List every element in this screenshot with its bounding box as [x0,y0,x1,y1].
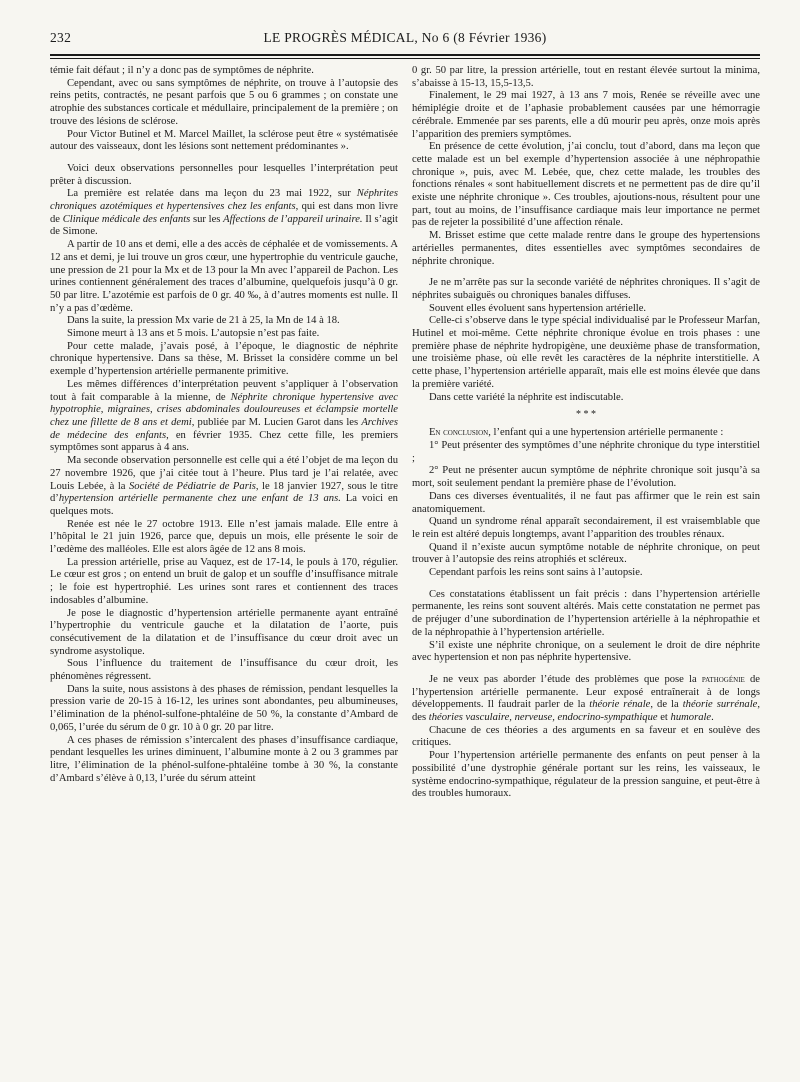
paragraph: S’il existe une néphrite chronique, on a seulement le droit de dire néphrite avec hypertension et non pas néphrite hypertensive. [412,639,760,664]
paragraph: Chacune de ces théories a des arguments en sa faveur et en soulève des critiques. [412,724,760,749]
paragraph: Dans la suite, nous assistons à des phases de rémission, pendant lesquelles la pression varie de 20-15 à 16-12, les urines sont abondantes, peu albumineuses, l’élimination de la phénol-sulfone-phtaléine de 50 %, la constante d’Ambard de 0,065, l’urée du sérum de 0 gr. 10 à 0 gr. 20 par litre. [50,683,398,733]
paragraph: La pression artérielle, prise au Vaquez, est de 17-14, le pouls à 170, régulier. Le cœur est gros ; on entend un bruit de galop et un souffle d’insuffisance mitrale ; le foie est hypertrophié. Les urines sont rares et contiennent des traces indosables d’albumine. [50,556,398,606]
section-separator-stars: * * * [576,409,596,421]
paragraph: M. Brisset estime que cette malade rentre dans le groupe des hypertensions artérielles permanentes, dites essentielles avec symptômes secondaires de néphrite chronique. [412,230,760,267]
paragraph: témie fait défaut ; il n’y a donc pas de symptômes de néphrite. [50,65,314,76]
paragraph: Ma seconde observation personnelle est celle qui a été l’objet de ma leçon du 27 novembre 1926, que j’ai citée tout à l’heure. Plus tard je l’ai relatée, avec Louis Lebée, à la Société de Pédiatrie de Paris, le 18 janvier 1927, sous le titre d’hypertension artérielle permanente chez une enfant de 13 ans. La voici en quelques mots. [50,455,398,517]
paragraph: Je ne veux pas aborder l’étude des problèmes que pose la pathogénie de l’hypertension artérielle permanente. Leur exposé entraînerait à de longs développements. Il faudrait parler de la théorie rénale, de la théorie surrénale, des théories vasculaire, nerveuse, endocrino-sympathique et humorale. [412,673,760,724]
paragraph: Quand un syndrome rénal apparaît secondairement, il est vraisemblable que le rein est altéré depuis longtemps, avant l’apparition des troubles rénaux. [412,516,760,540]
paragraph: Cependant parfois les reins sont sains à l’autopsie. [428,567,643,579]
paragraph: Finalement, le 29 mai 1927, à 13 ans 7 mois, Renée se réveille avec une hémiplégie droite et de l’aphasie probablement causées par une hémorragie cérébrale. Emmenée par ses parents, elle a dû mourir peu après, onze mois après l’apparition des premiers symptômes. [412,90,760,140]
paragraph: Les mêmes différences d’interprétation peuvent s’appliquer à l’observation tout à fait comparable à la mienne, de Néphrite chronique hypertensive avec hypotrophie, migraines, crises abdominales douloureuses et éclampsie mortelle chez une fillette de 8 ans et demi, publiée par M. Lucien Garot dans les Archives de médecine des enfants, en février 1935. Chez cette fille, les premiers symptômes sont apparus à 4 ans. [50,378,399,454]
left-column [50,65,398,801]
paragraph: Voici deux observations personnelles pour lesquelles l’interprétation peut prêter à discussion. [50,162,398,187]
journal-title: LE PROGRÈS MÉDICAL, No 6 (8 Février 1936) [263,30,547,45]
paragraph: Souvent elles évoluent sans hypertension artérielle. [428,302,647,314]
paragraph: Dans ces diverses éventualités, il ne faut pas affirmer que le rein est sain anatomiquement. [412,490,760,515]
paragraph: Sous l’influence du traitement de l’insuffisance du cœur droit, les phénomènes régressent. [50,658,398,683]
running-header [50,30,760,46]
paragraph: Pour l’hypertension artérielle permanente des enfants on peut penser à la possibilité d’une dystrophie générale portant sur les reins, les vaisseaux, le système endocrino-sympathique, régulateur de la pression sanguine, et peut-être à des troubles humoraux. [412,750,760,800]
two-column-body [50,65,760,801]
paragraph: Quand il n’existe aucun symptôme notable de néphrite chronique, on peut trouver à l’autopsie des reins atrophiés et scléreux. [412,541,760,566]
paragraph: Pour Victor Butinel et M. Marcel Maillet, la sclérose peut être « systématisée autour des vaisseaux, dont les lésions sont nettement prédominantes ». [50,128,398,153]
paragraph: En présence de cette évolution, j’ai conclu, tout d’abord, dans ma leçon que cette malade est un bel exemple d’hypertension associée à une néphropathie chronique », puis, avec M. Lebée, que, chez cette malade, les troubles des fonctions rénales « sont habituellement discrets et ne permettent pas de dire qu’il existe une néphrite chronique ». Ces troubles, ajoutions-nous, résultent pour une part, tout au moins, de l’insuffisance cardiaque mais leur importance ne permet pas de rejeter la possibilité d’une affection rénale. [412,141,760,229]
paragraph: Renée est née le 27 octobre 1913. Elle n’est jamais malade. Elle entre à l’hôpital le 21 juin 1926, parce que, depuis un mois, elle présente le soir de l’œdème des malléoles. Elle est alors âgée de 12 ans 8 mois. [50,518,398,556]
paragraph: A ces phases de rémission s’intercalent des phases d’insuffisance cardiaque, pendant lesquelles les urines diminuent, l’albumine monte à 2 ou 3 grammes par litre, l’élimination de la phénol-sulfone-phtaléine tombe à 30 %, la constante d’Ambard s’élève à 0,13, l’urée du sérum atteint [50,734,398,784]
header-rule-thin [50,58,760,59]
paragraph: Dans la suite, la pression Mx varie de 21 à 25, la Mn de 14 à 18. [66,315,340,327]
paragraph: Pour cette malade, j’avais posé, à l’époque, le diagnostic de néphrite chronique hypertensive. Dans sa thèse, M. Brisset la considère comme un bel exemple d’hypertension artérielle permanente primitive. [50,340,398,378]
header-rule [50,54,760,56]
paragraph: 0 gr. 50 par litre, la pression artérielle, tout en restant élevée surtout la minima, s’abaisse à 15-13, 15,5-13,5. [412,65,760,89]
paragraph: Je pose le diagnostic d’hypertension artérielle permanente ayant entraîné l’hypertrophie du ventricule gauche et la dilatation de l’aorte, puis consécutivement de la dilatation et de l’insuffisance du cœur droit avec un syndrome asystolique. [50,607,398,657]
right-column [412,65,760,801]
paragraph: 2° Peut ne présenter aucun symptôme de néphrite chronique soit jusqu’à sa mort, soit seulement pendant la première phase de l’évolution. [412,465,760,490]
paragraph: Ces constatations établissent un fait précis : dans l’hypertension artérielle permanente, les reins sont souvent altérés. Mais cette constatation ne permet pas de préjuger d’une subordination de l’hypertension artérielle à la néphropathie et de la néphropathie à l’hypertension artérielle. [412,588,760,638]
paragraph: La première est relatée dans ma leçon du 23 mai 1922, sur Néphrites chroniques azotémiques et hypertensives chez les enfants, qui est dans mon livre de Clinique médicale des enfants sur les Affections de l’appareil urinaire. Il s’agit de Simone. [50,188,398,238]
paragraph: Simone meurt à 13 ans et 5 mois. L’autopsie n’est pas faite. [66,328,320,340]
paragraph: Cependant, avec ou sans symptômes de néphrite, on trouve à l’autopsie des reins petits, contractés, ne pesant parfois que 5 ou 6 grammes ; on constate une atrophie des substances corticale et médullaire, principalement de la première ; on trouve des lésions de sclérose. [50,77,398,127]
paragraph: Je ne m’arrête pas sur la seconde variété de néphrites chroniques. Il s’agit de néphrites subaiguës ou chroniques banales diffuses. [412,277,760,301]
paragraph: 1° Peut présenter des symptômes d’une néphrite chronique du type interstitiel ; [412,439,760,464]
paragraph: Celle-ci s’observe dans le type spécial individualisé par le Professeur Marfan, Hutinel et moi-même. Cette néphrite chronique évolue en trois phases : une première phase de néphrite hydropigène, une deuxième phase de transformation, une troisième phase, où elle revêt les caractères de la néphrite interstitielle. A cette phase, l’hypertension artérielle apparaît, mais elle est moins élevée que dans la première variété. [412,315,760,390]
paragraph: A partir de 10 ans et demi, elle a des accès de céphalée et de vomissements. A 12 ans et demi, je lui trouve un gros cœur, une hypertrophie du ventricule gauche, une pression de 21 pour la Mx et de 13 pour la Mn avec l’appareil de Pachon. Les urines contiennent généralement des traces d’albumine, quelquefois jusqu’à 0 gr. 50 par litre. L’azotémie est parfois de 0 gr. 40 ‰, à d’autres moments est nulle. Il n’y a pas d’œdème. [50,239,398,314]
paragraph: En conclusion, l’enfant qui a une hypertension artérielle permanente : [428,427,724,439]
page-number: 232 [50,30,72,45]
paragraph: Dans cette variété la néphrite est indiscutable. [428,391,624,403]
